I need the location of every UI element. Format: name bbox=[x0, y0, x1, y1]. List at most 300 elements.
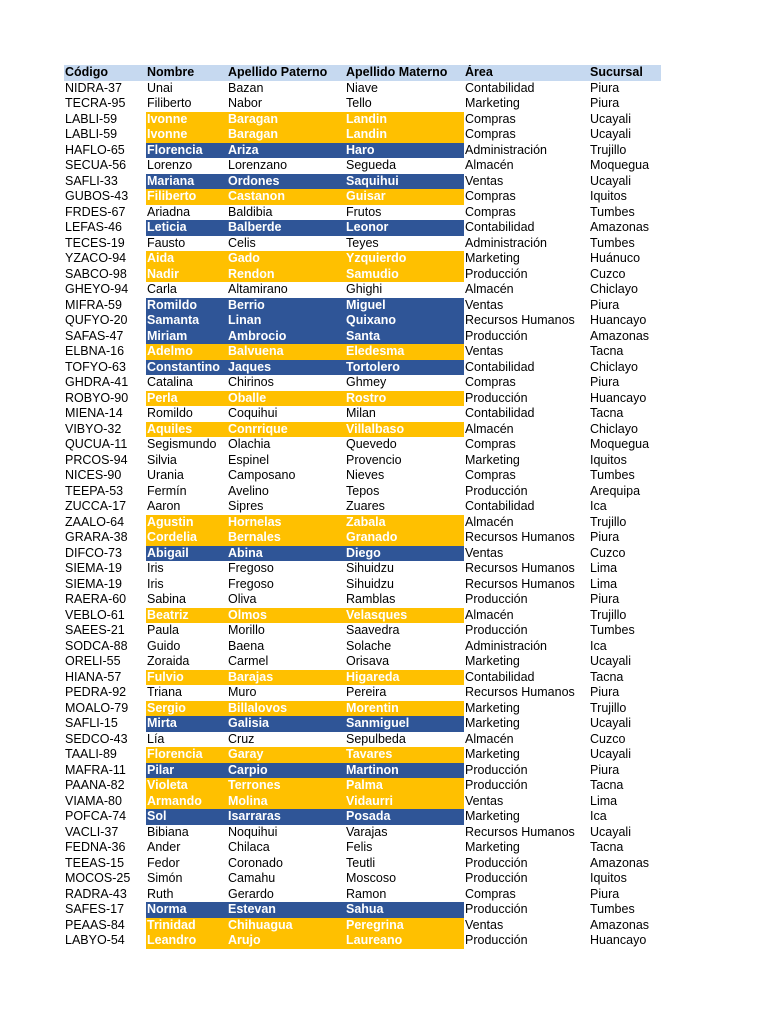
cell-area[interactable]: Recursos Humanos bbox=[465, 530, 575, 544]
cell-nombre[interactable]: Catalina bbox=[147, 375, 193, 389]
cell-apellido-paterno[interactable]: Nabor bbox=[228, 96, 263, 110]
cell-apellido-materno[interactable]: Teyes bbox=[346, 235, 379, 250]
cell-codigo[interactable]: LABLI-59 bbox=[65, 111, 118, 126]
cell-nombre[interactable]: Ariadna bbox=[147, 204, 191, 219]
cell-apellido-paterno[interactable]: Baragan bbox=[227, 127, 345, 143]
cell-codigo[interactable]: GHDRA-41 bbox=[65, 375, 129, 389]
cell-apellido-materno[interactable]: Samudio bbox=[345, 267, 464, 283]
cell-codigo[interactable]: QUCUA-11 bbox=[65, 437, 128, 451]
cell-area[interactable]: Compras bbox=[465, 468, 516, 482]
cell-nombre[interactable]: Constantino bbox=[146, 360, 227, 376]
cell-sucursal[interactable]: Moquegua bbox=[590, 437, 650, 451]
cell-area[interactable]: Producción bbox=[465, 623, 528, 637]
cell-codigo[interactable]: SAFLI-33 bbox=[65, 173, 118, 188]
cell-sucursal[interactable]: Piura bbox=[590, 96, 620, 110]
cell-sucursal[interactable]: Ica bbox=[590, 499, 607, 513]
cell-sucursal[interactable]: Ucayali bbox=[590, 747, 631, 761]
cell-apellido-materno[interactable]: Moscoso bbox=[346, 871, 397, 885]
cell-apellido-paterno[interactable]: Chilaca bbox=[228, 840, 270, 854]
cell-nombre[interactable]: Ivonne bbox=[146, 112, 227, 128]
cell-sucursal[interactable]: Amazonas bbox=[590, 328, 650, 343]
cell-sucursal[interactable]: Tacna bbox=[590, 840, 624, 854]
cell-apellido-materno[interactable]: Higareda bbox=[345, 670, 464, 686]
cell-area[interactable]: Marketing bbox=[465, 716, 520, 730]
cell-nombre[interactable]: Filiberto bbox=[146, 189, 227, 205]
cell-nombre[interactable]: Filiberto bbox=[147, 96, 192, 110]
cell-codigo[interactable]: ZUCCA-17 bbox=[65, 499, 127, 513]
cell-sucursal[interactable]: Tumbes bbox=[590, 623, 635, 637]
cell-apellido-materno[interactable]: Guisar bbox=[345, 189, 464, 205]
cell-apellido-paterno[interactable]: Rendon bbox=[227, 267, 345, 283]
cell-sucursal[interactable]: Piura bbox=[590, 375, 620, 389]
cell-nombre[interactable]: Aaron bbox=[147, 499, 181, 513]
cell-apellido-paterno[interactable]: Fregoso bbox=[228, 576, 274, 591]
cell-codigo[interactable]: ZAALO-64 bbox=[65, 514, 125, 529]
cell-nombre[interactable]: Iris bbox=[147, 561, 164, 575]
cell-codigo[interactable]: HIANA-57 bbox=[65, 669, 122, 684]
cell-codigo[interactable]: PRCOS-94 bbox=[65, 452, 128, 467]
cell-nombre[interactable]: Pilar bbox=[146, 763, 227, 779]
cell-codigo[interactable]: PAANA-82 bbox=[65, 778, 125, 792]
cell-nombre[interactable]: Fulvio bbox=[146, 670, 227, 686]
cell-codigo[interactable]: FEDNA-36 bbox=[65, 840, 126, 854]
cell-sucursal[interactable]: Amazonas bbox=[590, 917, 650, 932]
cell-apellido-paterno[interactable]: Coronado bbox=[228, 855, 283, 870]
cell-apellido-paterno[interactable]: Balberde bbox=[227, 220, 345, 236]
cell-codigo[interactable]: ORELI-55 bbox=[65, 654, 121, 668]
cell-area[interactable]: Recursos Humanos bbox=[465, 824, 575, 839]
cell-nombre[interactable]: Mariana bbox=[146, 174, 227, 190]
cell-codigo[interactable]: SIEMA-19 bbox=[65, 561, 122, 575]
header-apellido-paterno[interactable]: Apellido Paterno bbox=[227, 65, 345, 81]
cell-apellido-materno[interactable]: Villalbaso bbox=[345, 422, 464, 438]
cell-apellido-materno[interactable]: Tepos bbox=[346, 483, 380, 498]
cell-apellido-materno[interactable]: Saquihui bbox=[345, 174, 464, 190]
cell-nombre[interactable]: Simón bbox=[147, 871, 183, 885]
cell-nombre[interactable]: Sabina bbox=[147, 592, 186, 606]
cell-codigo[interactable]: TEEAS-15 bbox=[65, 855, 125, 870]
cell-apellido-paterno[interactable]: Barajas bbox=[227, 670, 345, 686]
cell-apellido-paterno[interactable]: Coquihui bbox=[228, 406, 278, 420]
cell-nombre[interactable]: Romildo bbox=[146, 298, 227, 314]
cell-apellido-materno[interactable]: Tello bbox=[346, 96, 372, 110]
cell-nombre[interactable]: Agustin bbox=[146, 515, 227, 531]
cell-sucursal[interactable]: Iquitos bbox=[590, 871, 627, 885]
cell-codigo[interactable]: MAFRA-11 bbox=[65, 762, 126, 777]
cell-codigo[interactable]: SAFAS-47 bbox=[65, 328, 124, 343]
cell-apellido-materno[interactable]: Miguel bbox=[345, 298, 464, 314]
cell-apellido-materno[interactable]: Sanmiguel bbox=[345, 716, 464, 732]
cell-codigo[interactable]: ELBNA-16 bbox=[65, 344, 125, 358]
cell-apellido-paterno[interactable]: Baragan bbox=[227, 112, 345, 128]
cell-sucursal[interactable]: Ucayali bbox=[590, 654, 631, 668]
cell-area[interactable]: Marketing bbox=[465, 654, 520, 668]
cell-area[interactable]: Almacén bbox=[465, 607, 514, 622]
cell-nombre[interactable]: Sergio bbox=[146, 701, 227, 717]
cell-apellido-paterno[interactable]: Chirinos bbox=[228, 375, 274, 389]
cell-codigo[interactable]: TECRA-95 bbox=[65, 96, 126, 110]
cell-apellido-paterno[interactable]: Ambrocio bbox=[227, 329, 345, 345]
cell-apellido-materno[interactable]: Nieves bbox=[346, 468, 385, 482]
cell-sucursal[interactable]: Tacna bbox=[590, 406, 624, 420]
cell-apellido-materno[interactable]: Pereira bbox=[346, 685, 387, 699]
cell-apellido-paterno[interactable]: Gerardo bbox=[228, 886, 274, 901]
cell-area[interactable]: Ventas bbox=[465, 344, 504, 358]
cell-sucursal[interactable]: Cuzco bbox=[590, 545, 626, 560]
cell-area[interactable]: Compras bbox=[465, 375, 516, 389]
cell-nombre[interactable]: Carla bbox=[147, 282, 177, 296]
cell-codigo[interactable]: NICES-90 bbox=[65, 468, 122, 482]
cell-area[interactable]: Producción bbox=[465, 266, 528, 281]
cell-codigo[interactable]: ROBYO-90 bbox=[65, 390, 129, 405]
cell-nombre[interactable]: Leandro bbox=[146, 933, 227, 949]
cell-apellido-materno[interactable]: Leonor bbox=[345, 220, 464, 236]
cell-codigo[interactable]: LABYO-54 bbox=[65, 933, 125, 947]
cell-nombre[interactable]: Miriam bbox=[146, 329, 227, 345]
cell-apellido-paterno[interactable]: Molina bbox=[227, 794, 345, 810]
cell-sucursal[interactable]: Trujillo bbox=[590, 142, 627, 157]
cell-apellido-paterno[interactable]: Abina bbox=[227, 546, 345, 562]
cell-apellido-materno[interactable]: Orisava bbox=[346, 654, 390, 668]
cell-area[interactable]: Producción bbox=[465, 328, 528, 343]
cell-nombre[interactable]: Urania bbox=[147, 468, 184, 482]
cell-area[interactable]: Marketing bbox=[465, 809, 520, 823]
cell-apellido-materno[interactable]: Rostro bbox=[345, 391, 464, 407]
cell-nombre[interactable]: Mirta bbox=[146, 716, 227, 732]
cell-sucursal[interactable]: Lima bbox=[590, 793, 618, 808]
cell-nombre[interactable]: Nadir bbox=[146, 267, 227, 283]
cell-codigo[interactable]: VEBLO-61 bbox=[65, 607, 125, 622]
cell-area[interactable]: Administración bbox=[465, 638, 547, 653]
cell-nombre[interactable]: Sol bbox=[146, 809, 227, 825]
cell-apellido-paterno[interactable]: Celis bbox=[228, 235, 256, 250]
cell-codigo[interactable]: RADRA-43 bbox=[65, 886, 127, 901]
cell-apellido-materno[interactable]: Landin bbox=[345, 112, 464, 128]
cell-codigo[interactable]: LEFAS-46 bbox=[65, 220, 122, 234]
cell-codigo[interactable]: PEAAS-84 bbox=[65, 917, 125, 932]
cell-apellido-paterno[interactable]: Espinel bbox=[228, 452, 269, 467]
cell-apellido-materno[interactable]: Morentin bbox=[345, 701, 464, 717]
cell-area[interactable]: Producción bbox=[465, 933, 528, 947]
cell-apellido-paterno[interactable]: Chihuagua bbox=[227, 918, 345, 934]
cell-sucursal[interactable]: Huancayo bbox=[590, 933, 647, 947]
cell-nombre[interactable]: Unai bbox=[147, 80, 173, 95]
cell-sucursal[interactable]: Huánuco bbox=[590, 251, 641, 265]
cell-area[interactable]: Recursos Humanos bbox=[465, 576, 575, 591]
cell-apellido-materno[interactable]: Ghighi bbox=[346, 282, 383, 296]
cell-nombre[interactable]: Abigail bbox=[146, 546, 227, 562]
cell-codigo[interactable]: SAFLI-15 bbox=[65, 716, 118, 730]
cell-apellido-paterno[interactable]: Morillo bbox=[228, 623, 265, 637]
cell-nombre[interactable]: Adelmo bbox=[146, 344, 227, 360]
cell-apellido-paterno[interactable]: Camahu bbox=[228, 871, 276, 885]
cell-sucursal[interactable]: Arequipa bbox=[590, 483, 641, 498]
cell-codigo[interactable]: FRDES-67 bbox=[65, 204, 126, 219]
cell-area[interactable]: Ventas bbox=[465, 917, 504, 932]
header-codigo[interactable]: Código bbox=[64, 65, 146, 81]
cell-nombre[interactable]: Fausto bbox=[147, 235, 186, 250]
cell-sucursal[interactable]: Tumbes bbox=[590, 204, 635, 219]
cell-apellido-materno[interactable]: Diego bbox=[345, 546, 464, 562]
cell-apellido-paterno[interactable]: Olachia bbox=[228, 437, 271, 451]
cell-nombre[interactable]: Ivonne bbox=[146, 127, 227, 143]
cell-apellido-materno[interactable]: Yzquierdo bbox=[345, 251, 464, 267]
cell-codigo[interactable]: SABCO-98 bbox=[65, 266, 127, 281]
cell-sucursal[interactable]: Chiclayo bbox=[590, 282, 638, 296]
cell-area[interactable]: Recursos Humanos bbox=[465, 561, 575, 575]
cell-nombre[interactable]: Fermín bbox=[147, 483, 187, 498]
cell-area[interactable]: Producción bbox=[465, 902, 528, 916]
cell-area[interactable]: Administración bbox=[465, 235, 547, 250]
cell-area[interactable]: Producción bbox=[465, 592, 528, 606]
cell-apellido-materno[interactable]: Landin bbox=[345, 127, 464, 143]
cell-nombre[interactable]: Romildo bbox=[147, 406, 193, 420]
cell-area[interactable]: Marketing bbox=[465, 96, 520, 110]
cell-apellido-materno[interactable]: Ramblas bbox=[346, 592, 396, 606]
cell-apellido-paterno[interactable]: Muro bbox=[228, 685, 257, 699]
cell-apellido-materno[interactable]: Segueda bbox=[346, 158, 397, 172]
cell-codigo[interactable]: TOFYO-63 bbox=[65, 359, 126, 374]
cell-sucursal[interactable]: Ica bbox=[590, 809, 607, 823]
cell-apellido-paterno[interactable]: Baena bbox=[228, 638, 265, 653]
cell-sucursal[interactable]: Huancayo bbox=[590, 313, 647, 327]
cell-sucursal[interactable]: Huancayo bbox=[590, 390, 647, 405]
cell-apellido-materno[interactable]: Vidaurri bbox=[345, 794, 464, 810]
cell-apellido-materno[interactable]: Tortolero bbox=[345, 360, 464, 376]
cell-area[interactable]: Compras bbox=[465, 886, 516, 901]
cell-sucursal[interactable]: Tacna bbox=[590, 344, 624, 358]
cell-apellido-materno[interactable]: Laureano bbox=[345, 933, 464, 949]
cell-apellido-paterno[interactable]: Hornelas bbox=[227, 515, 345, 531]
cell-sucursal[interactable]: Piura bbox=[590, 886, 620, 901]
cell-sucursal[interactable]: Trujillo bbox=[590, 700, 627, 715]
cell-codigo[interactable]: VIAMA-80 bbox=[65, 793, 122, 808]
cell-codigo[interactable]: TAALI-89 bbox=[65, 747, 117, 761]
cell-area[interactable]: Contabilidad bbox=[465, 220, 535, 234]
cell-nombre[interactable]: Iris bbox=[147, 576, 164, 591]
cell-sucursal[interactable]: Iquitos bbox=[590, 189, 627, 203]
cell-area[interactable]: Producción bbox=[465, 871, 528, 885]
cell-apellido-materno[interactable]: Martinon bbox=[345, 763, 464, 779]
cell-apellido-materno[interactable]: Ramon bbox=[346, 886, 387, 901]
cell-nombre[interactable]: Samanta bbox=[146, 313, 227, 329]
cell-area[interactable]: Almacén bbox=[465, 158, 514, 172]
cell-area[interactable]: Administración bbox=[465, 142, 547, 157]
cell-nombre[interactable]: Triana bbox=[147, 685, 182, 699]
cell-codigo[interactable]: YZACO-94 bbox=[65, 251, 127, 265]
cell-nombre[interactable]: Aida bbox=[146, 251, 227, 267]
cell-nombre[interactable]: Lorenzo bbox=[147, 158, 193, 172]
cell-codigo[interactable]: POFCA-74 bbox=[65, 809, 127, 823]
cell-area[interactable]: Producción bbox=[465, 778, 528, 792]
cell-apellido-materno[interactable]: Milan bbox=[346, 406, 376, 420]
cell-nombre[interactable]: Armando bbox=[146, 794, 227, 810]
cell-apellido-materno[interactable]: Varajas bbox=[346, 824, 388, 839]
header-apellido-materno[interactable]: Apellido Materno bbox=[345, 65, 464, 81]
cell-codigo[interactable]: GRARA-38 bbox=[65, 530, 128, 544]
cell-sucursal[interactable]: Lima bbox=[590, 561, 618, 575]
cell-nombre[interactable]: Perla bbox=[146, 391, 227, 407]
cell-sucursal[interactable]: Tumbes bbox=[590, 468, 635, 482]
cell-apellido-materno[interactable]: Zuares bbox=[346, 499, 385, 513]
cell-area[interactable]: Marketing bbox=[465, 840, 520, 854]
cell-apellido-paterno[interactable]: Jaques bbox=[227, 360, 345, 376]
cell-sucursal[interactable]: Ucayali bbox=[590, 111, 631, 126]
cell-area[interactable]: Almacén bbox=[465, 731, 514, 746]
cell-apellido-paterno[interactable]: Olmos bbox=[227, 608, 345, 624]
cell-nombre[interactable]: Segismundo bbox=[147, 437, 217, 451]
cell-codigo[interactable]: SECUA-56 bbox=[65, 158, 127, 172]
cell-sucursal[interactable]: Chiclayo bbox=[590, 421, 638, 436]
header-nombre[interactable]: Nombre bbox=[146, 65, 227, 81]
cell-apellido-materno[interactable]: Haro bbox=[345, 143, 464, 159]
cell-codigo[interactable]: SAFES-17 bbox=[65, 902, 125, 916]
cell-sucursal[interactable]: Piura bbox=[590, 685, 620, 699]
cell-area[interactable]: Ventas bbox=[465, 793, 504, 808]
cell-apellido-materno[interactable]: Zabala bbox=[345, 515, 464, 531]
cell-codigo[interactable]: NIDRA-37 bbox=[65, 80, 122, 95]
cell-apellido-paterno[interactable]: Cruz bbox=[228, 731, 255, 746]
cell-apellido-materno[interactable]: Niave bbox=[346, 80, 378, 95]
cell-area[interactable]: Producción bbox=[465, 855, 528, 870]
cell-nombre[interactable]: Aquiles bbox=[146, 422, 227, 438]
cell-nombre[interactable]: Silvia bbox=[147, 452, 177, 467]
cell-sucursal[interactable]: Piura bbox=[590, 530, 620, 544]
cell-nombre[interactable]: Beatriz bbox=[146, 608, 227, 624]
cell-codigo[interactable]: RAERA-60 bbox=[65, 592, 127, 606]
cell-apellido-materno[interactable]: Sahua bbox=[345, 902, 464, 918]
cell-apellido-materno[interactable]: Santa bbox=[345, 329, 464, 345]
cell-nombre[interactable]: Ander bbox=[147, 840, 181, 854]
cell-area[interactable]: Contabilidad bbox=[465, 80, 535, 95]
cell-apellido-paterno[interactable]: Castanon bbox=[227, 189, 345, 205]
cell-codigo[interactable]: SODCA-88 bbox=[65, 638, 128, 653]
cell-apellido-paterno[interactable]: Bernales bbox=[227, 530, 345, 546]
cell-area[interactable]: Producción bbox=[465, 762, 528, 777]
cell-nombre[interactable]: Florencia bbox=[146, 143, 227, 159]
cell-apellido-materno[interactable]: Teutli bbox=[346, 855, 376, 870]
cell-codigo[interactable]: SAEES-21 bbox=[65, 623, 125, 637]
cell-sucursal[interactable]: Moquegua bbox=[590, 158, 650, 172]
cell-codigo[interactable]: TEEPA-53 bbox=[65, 483, 124, 498]
cell-area[interactable]: Compras bbox=[465, 189, 516, 203]
cell-area[interactable]: Marketing bbox=[465, 700, 520, 715]
cell-apellido-paterno[interactable]: Arujo bbox=[227, 933, 345, 949]
cell-codigo[interactable]: MIENA-14 bbox=[65, 406, 123, 420]
cell-apellido-materno[interactable]: Tavares bbox=[345, 747, 464, 763]
cell-apellido-materno[interactable]: Felis bbox=[346, 840, 373, 854]
cell-apellido-materno[interactable]: Sihuidzu bbox=[346, 561, 394, 575]
cell-area[interactable]: Almacén bbox=[465, 421, 514, 436]
cell-area[interactable]: Marketing bbox=[465, 452, 520, 467]
cell-apellido-paterno[interactable]: Billalovos bbox=[227, 701, 345, 717]
cell-area[interactable]: Compras bbox=[465, 111, 516, 126]
cell-sucursal[interactable]: Ucayali bbox=[590, 127, 631, 141]
cell-codigo[interactable]: GHEYO-94 bbox=[65, 282, 129, 296]
cell-sucursal[interactable]: Piura bbox=[590, 592, 620, 606]
cell-area[interactable]: Ventas bbox=[465, 297, 504, 312]
cell-apellido-paterno[interactable]: Altamirano bbox=[228, 282, 288, 296]
cell-sucursal[interactable]: Piura bbox=[590, 297, 620, 312]
cell-apellido-materno[interactable]: Granado bbox=[345, 530, 464, 546]
cell-apellido-materno[interactable]: Provencio bbox=[346, 452, 402, 467]
cell-nombre[interactable]: Zoraida bbox=[147, 654, 190, 668]
cell-nombre[interactable]: Florencia bbox=[146, 747, 227, 763]
cell-sucursal[interactable]: Piura bbox=[590, 762, 620, 777]
header-sucursal[interactable]: Sucursal bbox=[589, 65, 661, 81]
cell-apellido-paterno[interactable]: Garay bbox=[227, 747, 345, 763]
cell-apellido-paterno[interactable]: Camposano bbox=[228, 468, 296, 482]
cell-sucursal[interactable]: Tacna bbox=[590, 669, 624, 684]
cell-area[interactable]: Almacén bbox=[465, 282, 514, 296]
cell-area[interactable]: Contabilidad bbox=[465, 669, 535, 684]
cell-codigo[interactable]: PEDRA-92 bbox=[65, 685, 127, 699]
cell-sucursal[interactable]: Cuzco bbox=[590, 266, 626, 281]
cell-sucursal[interactable]: Ucayali bbox=[590, 716, 631, 730]
cell-sucursal[interactable]: Trujillo bbox=[590, 514, 627, 529]
cell-sucursal[interactable]: Ucayali bbox=[590, 824, 631, 839]
cell-nombre[interactable]: Violeta bbox=[146, 778, 227, 794]
cell-area[interactable]: Ventas bbox=[465, 545, 504, 560]
cell-apellido-paterno[interactable]: Bazan bbox=[228, 80, 264, 95]
cell-apellido-paterno[interactable]: Ariza bbox=[227, 143, 345, 159]
cell-area[interactable]: Marketing bbox=[465, 747, 520, 761]
cell-apellido-paterno[interactable]: Avelino bbox=[228, 483, 269, 498]
cell-nombre[interactable]: Paula bbox=[147, 623, 179, 637]
cell-codigo[interactable]: SEDCO-43 bbox=[65, 731, 128, 746]
cell-apellido-paterno[interactable]: Baldibia bbox=[228, 204, 273, 219]
cell-area[interactable]: Compras bbox=[465, 437, 516, 451]
cell-apellido-paterno[interactable]: Estevan bbox=[227, 902, 345, 918]
cell-area[interactable]: Recursos Humanos bbox=[465, 313, 575, 327]
cell-apellido-materno[interactable]: Peregrina bbox=[345, 918, 464, 934]
cell-codigo[interactable]: VIBYO-32 bbox=[65, 421, 122, 436]
cell-apellido-paterno[interactable]: Carmel bbox=[228, 654, 269, 668]
cell-apellido-materno[interactable]: Eledesma bbox=[345, 344, 464, 360]
cell-codigo[interactable]: MIFRA-59 bbox=[65, 297, 122, 312]
cell-codigo[interactable]: LABLI-59 bbox=[65, 127, 118, 141]
cell-apellido-materno[interactable]: Sihuidzu bbox=[346, 576, 394, 591]
cell-area[interactable]: Compras bbox=[465, 127, 516, 141]
cell-sucursal[interactable]: Tumbes bbox=[590, 902, 635, 916]
cell-sucursal[interactable]: Tumbes bbox=[590, 235, 635, 250]
cell-area[interactable]: Contabilidad bbox=[465, 406, 535, 420]
cell-apellido-materno[interactable]: Posada bbox=[345, 809, 464, 825]
cell-sucursal[interactable]: Ica bbox=[590, 638, 607, 653]
cell-apellido-materno[interactable]: Quevedo bbox=[346, 437, 397, 451]
cell-sucursal[interactable]: Tacna bbox=[590, 778, 624, 792]
cell-apellido-paterno[interactable]: Terrones bbox=[227, 778, 345, 794]
cell-apellido-paterno[interactable]: Berrio bbox=[227, 298, 345, 314]
cell-sucursal[interactable]: Amazonas bbox=[590, 220, 650, 234]
cell-area[interactable]: Contabilidad bbox=[465, 359, 535, 374]
cell-sucursal[interactable]: Chiclayo bbox=[590, 359, 638, 374]
cell-apellido-paterno[interactable]: Gado bbox=[227, 251, 345, 267]
cell-codigo[interactable]: SIEMA-19 bbox=[65, 576, 122, 591]
cell-area[interactable]: Producción bbox=[465, 390, 528, 405]
cell-sucursal[interactable]: Cuzco bbox=[590, 731, 626, 746]
cell-codigo[interactable]: MOCOS-25 bbox=[65, 871, 131, 885]
cell-apellido-materno[interactable]: Quixano bbox=[345, 313, 464, 329]
cell-area[interactable]: Ventas bbox=[465, 173, 504, 188]
cell-apellido-materno[interactable]: Sepulbeda bbox=[346, 731, 406, 746]
cell-sucursal[interactable]: Ucayali bbox=[590, 173, 631, 188]
cell-apellido-materno[interactable]: Frutos bbox=[346, 204, 382, 219]
cell-codigo[interactable]: HAFLO-65 bbox=[65, 142, 125, 157]
cell-nombre[interactable]: Ruth bbox=[147, 886, 174, 901]
cell-apellido-paterno[interactable]: Oballe bbox=[227, 391, 345, 407]
cell-apellido-materno[interactable]: Solache bbox=[346, 638, 392, 653]
